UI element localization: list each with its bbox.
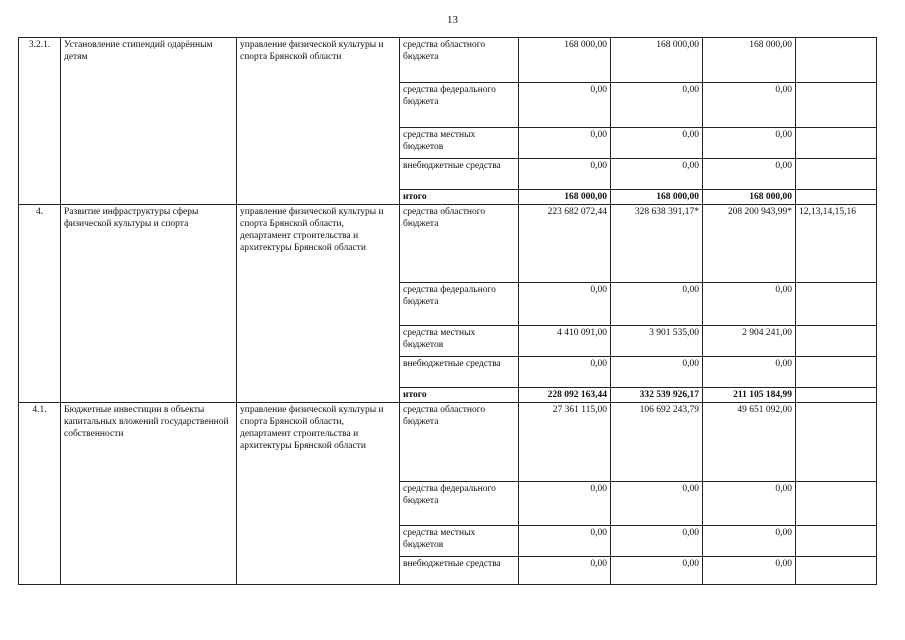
- total-year-3: 168 000,00: [703, 190, 796, 205]
- indicator-refs: [796, 526, 877, 557]
- funding-source: внебюджетные средства: [400, 557, 519, 585]
- row-number: 3.2.1.: [19, 38, 61, 205]
- indicator-refs: [796, 403, 877, 482]
- funding-source: средства местных бюджетов: [400, 526, 519, 557]
- value-year-2: 328 638 391,17*: [611, 205, 703, 283]
- row-number: 4.1.: [19, 403, 61, 585]
- executor: управление физической культуры и спорта Брянской области: [237, 38, 400, 205]
- total-label: итого: [400, 388, 519, 403]
- value-year-1: 0,00: [519, 159, 611, 190]
- indicator-refs: [796, 557, 877, 585]
- total-year-2: 332 539 926,17: [611, 388, 703, 403]
- total-year-1: 168 000,00: [519, 190, 611, 205]
- value-year-2: 0,00: [611, 283, 703, 326]
- table-row: [19, 403, 877, 482]
- value-year-2: 0,00: [611, 83, 703, 128]
- budget-table: [18, 37, 877, 585]
- value-year-1: 0,00: [519, 283, 611, 326]
- value-year-1: 0,00: [519, 526, 611, 557]
- indicator-refs: [796, 482, 877, 526]
- value-year-3: 0,00: [703, 357, 796, 388]
- value-year-3: 0,00: [703, 128, 796, 159]
- table-row: [19, 205, 877, 283]
- measure-name: Развитие инфраструктуры сферы физической культуры и спорта: [61, 205, 237, 403]
- indicator-refs: [796, 159, 877, 190]
- table-row: [19, 38, 877, 83]
- value-year-3: 0,00: [703, 283, 796, 326]
- value-year-1: 0,00: [519, 83, 611, 128]
- value-year-2: 0,00: [611, 482, 703, 526]
- indicator-refs: 12,13,14,15,16: [796, 205, 877, 283]
- value-year-1: 27 361 115,00: [519, 403, 611, 482]
- funding-source: внебюджетные средства: [400, 159, 519, 190]
- funding-source: средства местных бюджетов: [400, 326, 519, 357]
- executor: управление физической культуры и спорта Брянской области, департамент строительства и архитектуры Брянской области: [237, 403, 400, 585]
- total-label: итого: [400, 190, 519, 205]
- funding-source: внебюджетные средства: [400, 357, 519, 388]
- value-year-2: 3 901 535,00: [611, 326, 703, 357]
- value-year-3: 0,00: [703, 159, 796, 190]
- total-year-3: 211 105 184,99: [703, 388, 796, 403]
- value-year-1: 4 410 091,00: [519, 326, 611, 357]
- indicator-refs: [796, 83, 877, 128]
- value-year-3: 208 200 943,99*: [703, 205, 796, 283]
- value-year-1: 0,00: [519, 357, 611, 388]
- value-year-1: 0,00: [519, 128, 611, 159]
- funding-source: средства областного бюджета: [400, 205, 519, 283]
- value-year-3: 49 651 092,00: [703, 403, 796, 482]
- value-year-3: 0,00: [703, 526, 796, 557]
- value-year-2: 0,00: [611, 557, 703, 585]
- indicator-refs: [796, 357, 877, 388]
- indicator-refs: [796, 128, 877, 159]
- funding-source: средства федерального бюджета: [400, 283, 519, 326]
- total-year-2: 168 000,00: [611, 190, 703, 205]
- value-year-2: 0,00: [611, 159, 703, 190]
- funding-source: средства местных бюджетов: [400, 128, 519, 159]
- funding-source: средства федерального бюджета: [400, 482, 519, 526]
- value-year-2: 168 000,00: [611, 38, 703, 83]
- value-year-2: 0,00: [611, 357, 703, 388]
- executor: управление физической культуры и спорта Брянской области, департамент строительства и архитектуры Брянской области: [237, 205, 400, 403]
- total-year-1: 228 092 163,44: [519, 388, 611, 403]
- indicator-refs: [796, 38, 877, 83]
- value-year-2: 106 692 243,79: [611, 403, 703, 482]
- measure-name: Бюджетные инвестиции в объекты капитальных вложений государственной собственности: [61, 403, 237, 585]
- value-year-2: 0,00: [611, 526, 703, 557]
- value-year-3: 168 000,00: [703, 38, 796, 83]
- value-year-2: 0,00: [611, 128, 703, 159]
- funding-source: средства областного бюджета: [400, 403, 519, 482]
- indicator-refs: [796, 388, 877, 403]
- indicator-refs: [796, 283, 877, 326]
- value-year-1: 0,00: [519, 482, 611, 526]
- funding-source: средства федерального бюджета: [400, 83, 519, 128]
- value-year-1: 0,00: [519, 557, 611, 585]
- value-year-1: 168 000,00: [519, 38, 611, 83]
- indicator-refs: [796, 190, 877, 205]
- row-number: 4.: [19, 205, 61, 403]
- value-year-3: 2 904 241,00: [703, 326, 796, 357]
- value-year-3: 0,00: [703, 83, 796, 128]
- indicator-refs: [796, 326, 877, 357]
- value-year-3: 0,00: [703, 557, 796, 585]
- value-year-1: 223 682 072,44: [519, 205, 611, 283]
- page-number: 13: [447, 14, 458, 26]
- funding-source: средства областного бюджета: [400, 38, 519, 83]
- value-year-3: 0,00: [703, 482, 796, 526]
- measure-name: Установление стипендий одарённым детям: [61, 38, 237, 205]
